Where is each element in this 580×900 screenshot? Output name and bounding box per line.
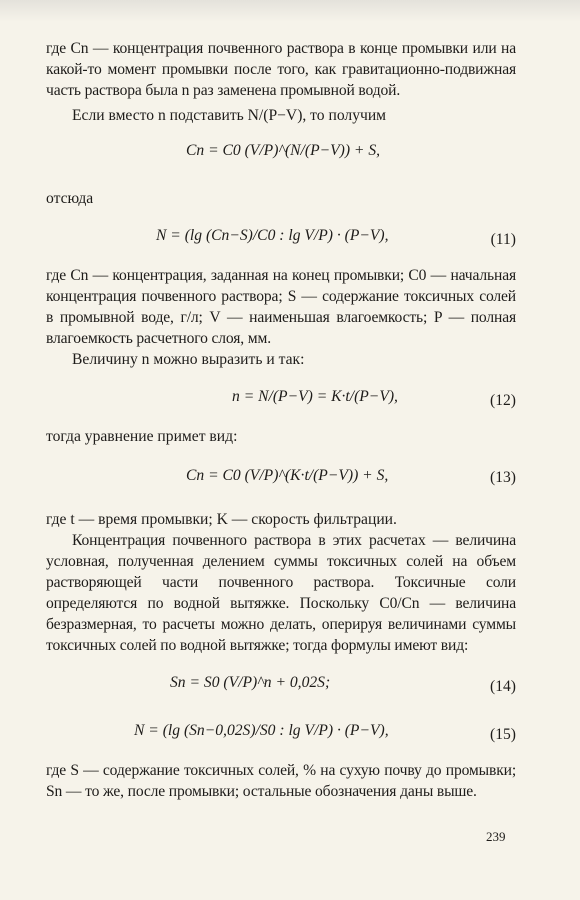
para-text: Концентрация почвенного раствора в этих расчетах — величина условная, полученная делением суммы токсичных солей на объем растворяющей части почвенного раствора. Токсичные соли определяются по водной вытяжке. Поскольку C0/Cn — величина безразмерная, то расчеты можно делать, оперируя величинами суммы токсичных солей по водной вытяжке; тогда формулы имеют вид:	[46, 532, 516, 654]
paragraph-t-k	[46, 509, 516, 530]
eq12-math	[232, 386, 398, 407]
eq-number-15: (15)	[490, 726, 516, 743]
page-number: 239	[486, 829, 506, 844]
paragraph-cn-def	[46, 38, 516, 101]
eq14-text: Sn = S0 (V/P)^n + 0,02S;	[170, 674, 331, 691]
equation-11	[46, 217, 516, 257]
eq10-math	[186, 140, 380, 161]
eq12-text: n = N/(P−V) = K·t/(P−V),	[232, 388, 398, 405]
paragraph-concentration	[46, 530, 516, 656]
paragraph-n-express	[46, 349, 516, 370]
paragraph-substitute	[46, 105, 516, 126]
eq-number-13: (13)	[490, 469, 516, 486]
para-text: тогда уравнение примет вид:	[46, 428, 238, 445]
eq13-text: Cn = C0 (V/P)^(K·t/(P−V)) + S,	[186, 467, 389, 484]
eq-number-12: (12)	[490, 392, 516, 409]
para-text: Если вместо n подставить N/(P−V), то получим	[72, 107, 387, 124]
page-body	[46, 38, 516, 802]
top-shadow	[0, 0, 580, 22]
para-text: где S — содержание токсичных солей, % на сухую почву до промывки; Sn — то же, после промывки; остальные обозначения даны выше.	[46, 762, 516, 800]
paragraph-s-def	[46, 760, 516, 802]
eq11-math	[156, 225, 389, 246]
eq13-math	[186, 465, 388, 486]
equation-12	[46, 378, 516, 418]
para-text: где t — время промывки; K — скорость фильтрации.	[46, 511, 397, 528]
eq14-math	[170, 672, 330, 693]
eq-number-14: (14)	[490, 678, 516, 695]
para-text: где Cn — концентрация почвенного раствора в конце промывки или на какой-то момент промывки после того, как гравитационно-подвижная часть раствора была n раз заменена промывной водой.	[46, 40, 516, 99]
paragraph-hence	[46, 188, 516, 209]
eq10-text: Cn = C0 (V/P)^(N/(P−V)) + S,	[186, 142, 381, 159]
equation-10	[46, 134, 516, 180]
eq15-text: N = (lg (Sn−0,02S)/S0 : lg V/P) · (P−V),	[134, 722, 389, 739]
para-text: Величину n можно выразить и так:	[72, 351, 305, 368]
eq15-math	[134, 720, 389, 741]
equation-13	[46, 455, 516, 501]
paragraph-then	[46, 426, 516, 447]
eq11-text: N = (lg (Cn−S)/C0 : lg V/P) · (P−V),	[156, 227, 389, 244]
para-text: где Cn — концентрация, заданная на конец промывки; C0 — начальная концентрация почвенного раствора; S — содержание токсичных солей в промывной воде, г/л; V — наименьшая влагоемкость; P — полная влагоемкость расчетного слоя, мм.	[46, 267, 516, 347]
equation-14	[46, 664, 516, 704]
para-text: отсюда	[46, 190, 94, 207]
equation-15	[46, 712, 516, 752]
eq-number-11: (11)	[490, 231, 516, 248]
paragraph-notation	[46, 265, 516, 349]
